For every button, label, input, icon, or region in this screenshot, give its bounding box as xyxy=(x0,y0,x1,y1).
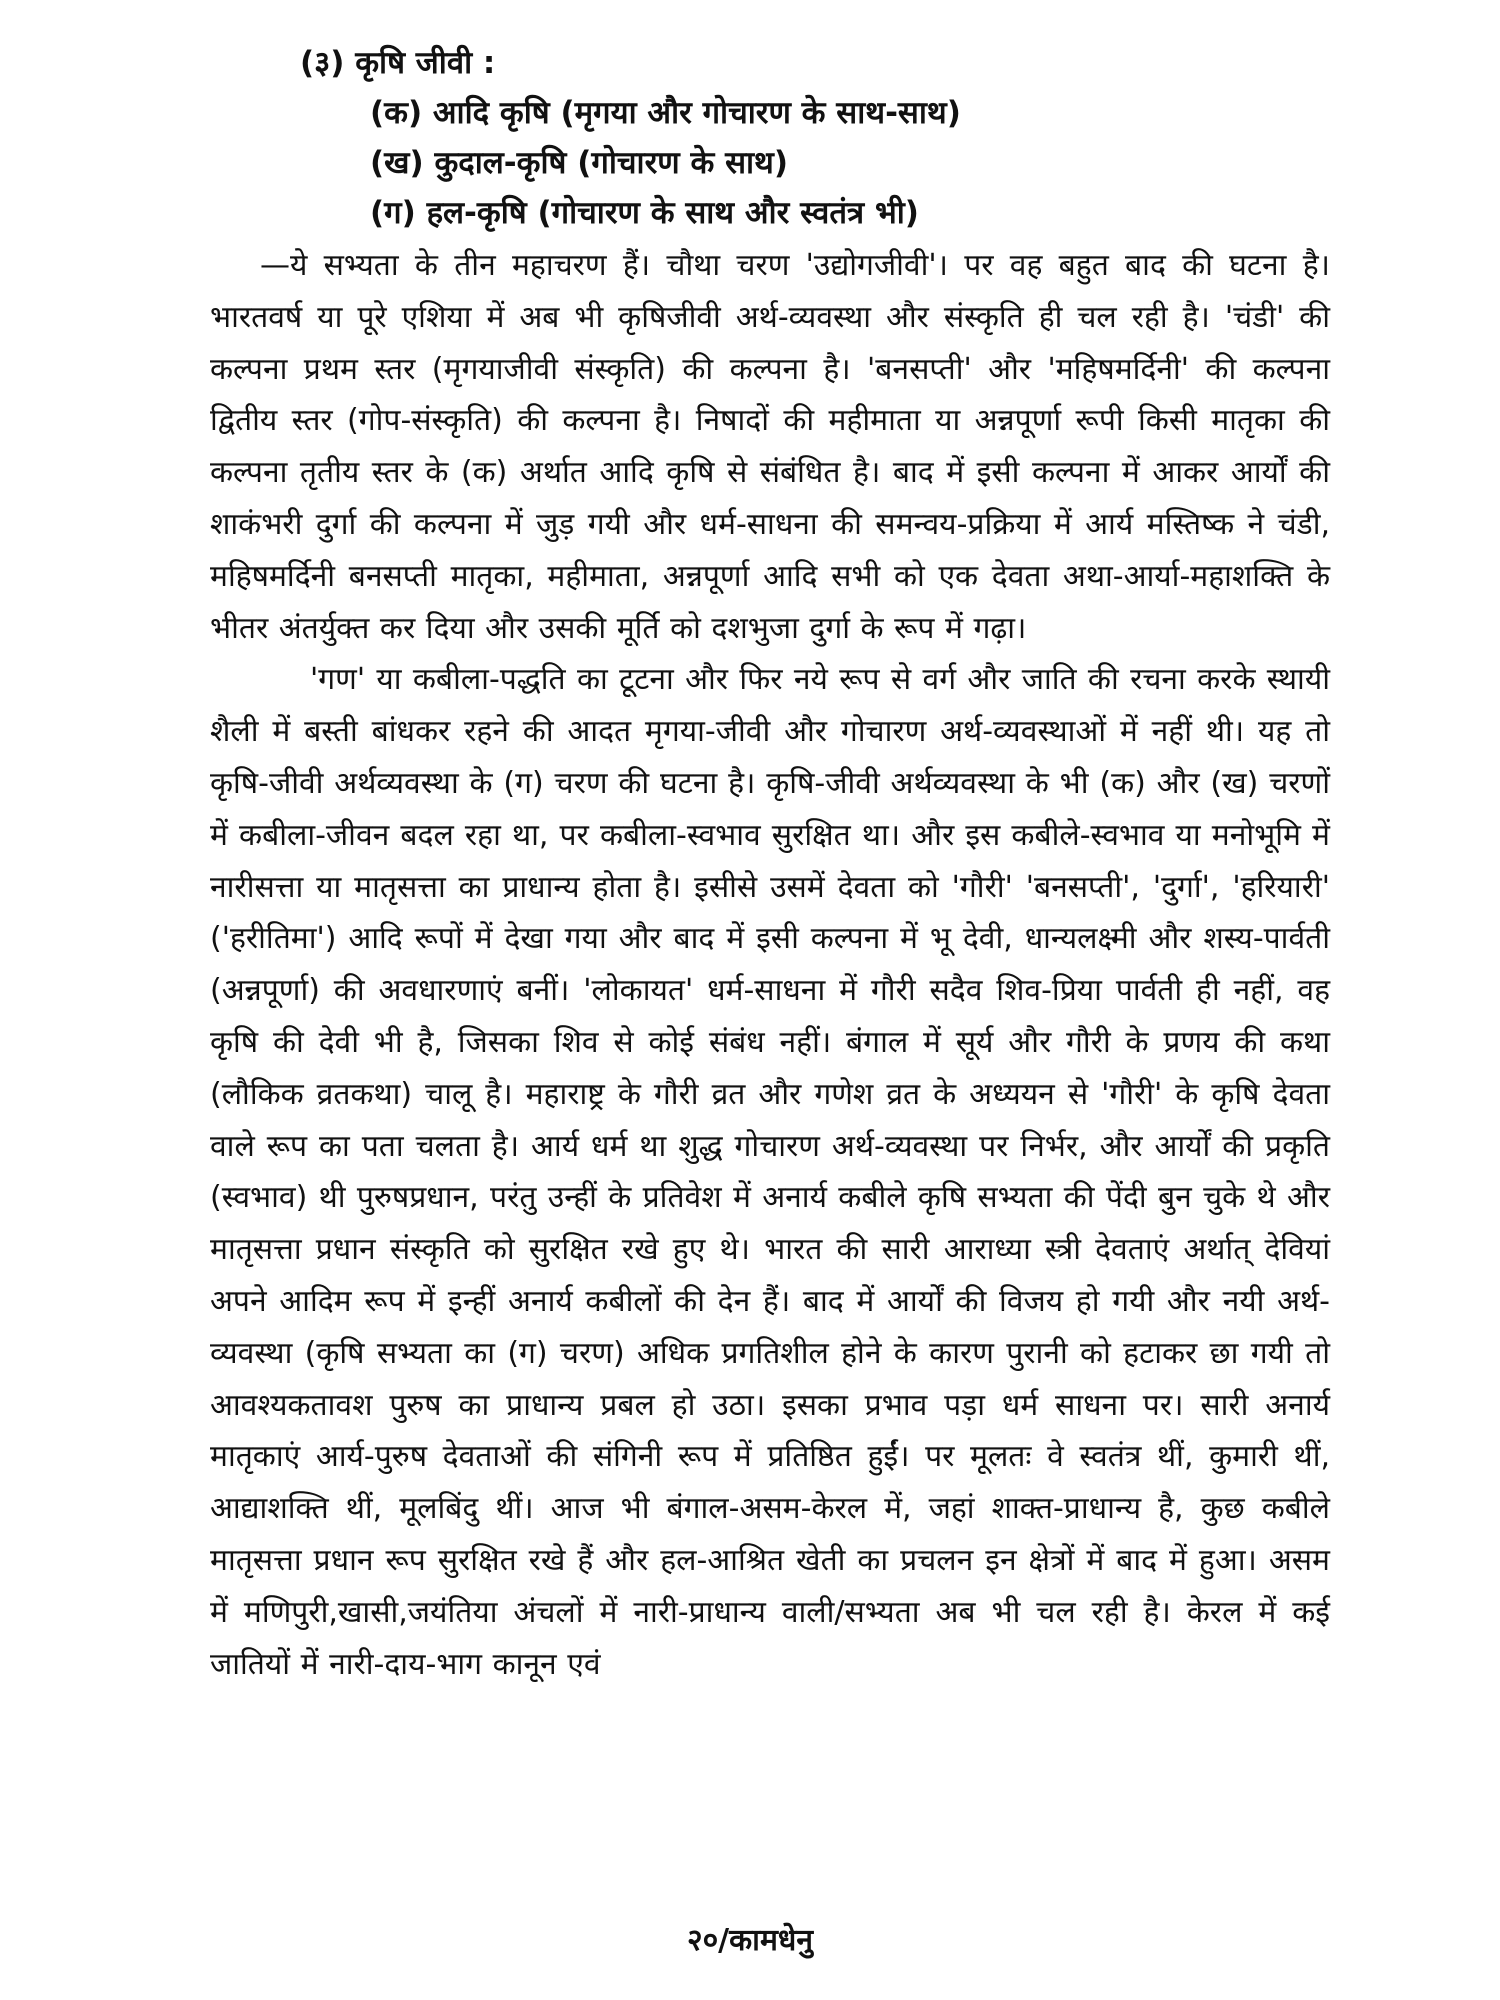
paragraph-1: —ये सभ्यता के तीन महाचरण हैं। चौथा चरण 'उद्योगजीवी'। पर वह बहुत बाद की घटना है। भारतवर्ष या पूरे एशिया में अब भी कृषिजीवी अर्थ-व्यवस्था और संस्कृति ही चल रही है। 'चंडी' की कल्पना प्रथम स्तर (मृगयाजीवी संस्कृति) की कल्पना है। 'बनसप्ती' और 'महिषमर्दिनी' की कल्पना द्वितीय स्तर (गोप-संस्कृति) की कल्पना है। निषादों की महीमाता या अन्नपूर्णा रूपी किसी मातृका की कल्पना तृतीय स्तर के (क) अर्थात आदि कृषि से संबंधित है। बाद में इसी कल्पना में आकर आर्यों की शाकंभरी दुर्गा की कल्पना में जुड़ गयी और धर्म-साधना की समन्वय-प्रक्रिया में आर्य मस्तिष्क ने चंडी, महिषमर्दिनी बनसप्ती मातृका, महीमाता, अन्नपूर्णा आदि सभी को एक देवता अथा-आर्या-महाशक्ति के भीतर अंतर्युक्त कर दिया और उसकी मूर्ति को दशभुजा दुर्गा के रूप में गढ़ा। xyxy=(210,248,1330,646)
list-item-ga: (ग) हल-कृषि (गोचारण के साथ और स्वतंत्र भी) xyxy=(370,195,919,231)
section-heading: (३) कृषि जीवी : xyxy=(300,45,496,81)
document-page xyxy=(210,38,1330,1690)
paragraph-2: 'गण' या कबीला-पद्धति का टूटना और फिर नये रूप से वर्ग और जाति की रचना करके स्थायी शैली में बस्ती बांधकर रहने की आदत मृगया-जीवी और गोचारण अर्थ-व्यवस्थाओं में नहीं थी। यह तो कृषि-जीवी अर्थव्यवस्था के (ग) चरण की घटना है। कृषि-जीवी अर्थव्यवस्था के भी (क) और (ख) चरणों में कबीला-जीवन बदल रहा था, पर कबीला-स्वभाव सुरक्षित था। और इस कबीले-स्वभाव या मनोभूमि में नारीसत्ता या मातृसत्ता का प्राधान्य होता है। इसीसे उसमें देवता को 'गौरी' 'बनसप्ती', 'दुर्गा', 'हरियारी' ('हरीतिमा') आदि रूपों में देखा गया और बाद में इसी कल्पना में भू देवी, धान्यलक्ष्मी और शस्य-पार्वती (अन्नपूर्णा) की अवधारणाएं बनीं। 'लोकायत' धर्म-साधना में गौरी सदैव शिव-प्रिया पार्वती ही नहीं, वह कृषि की देवी भी है, जिसका शिव से कोई संबंध नहीं। बंगाल में सूर्य और गौरी के प्रणय की कथा (लौकिक व्रतकथा) चालू है। महाराष्ट्र के गौरी व्रत और गणेश व्रत के अध्ययन से 'गौरी' के कृषि देवता वाले रूप का पता चलता है। आर्य धर्म था शुद्ध गोचारण अर्थ-व्यवस्था पर निर्भर, और आर्यों की प्रकृति (स्वभाव) थी पुरुषप्रधान, परंतु उन्हीं के प्रतिवेश में अनार्य कबीले कृषि सभ्यता की पेंदी बुन चुके थे और मातृसत्ता प्रधान संस्कृति को सुरक्षित रखे हुए थे। भारत की सारी आराध्या स्त्री देवताएं अर्थात् देवियां अपने आदिम रूप में इन्हीं अनार्य कबीलों की देन हैं। बाद में आर्यों की विजय हो गयी और नयी अर्थ-व्यवस्था (कृषि सभ्यता का (ग) चरण) अधिक प्रगतिशील होने के कारण पुरानी को हटाकर छा गयी तो आवश्यकतावश पुरुष का प्राधान्य प्रबल हो उठा। इसका प्रभाव पड़ा धर्म साधना पर। सारी अनार्य मातृकाएं आर्य-पुरुष देवताओं की संगिनी रूप में प्रतिष्ठित हुईं। पर मूलतः वे स्वतंत्र थीं, कुमारी थीं, आद्याशक्ति थीं, मूलबिंदु थीं। आज भी बंगाल-असम-केरल में, जहां शाक्त-प्राधान्य है, कुछ कबीले मातृसत्ता प्रधान रूप सुरक्षित रखे हैं और हल-आश्रित खेती का प्रचलन इन क्षेत्रों में बाद में हुआ। असम में मणिपुरी,खासी,जयंतिया अंचलों में नारी-प्राधान्य वाली/सभ्यता अब भी चल रही है। केरल में कई जातियों में नारी-दाय-भाग कानून एवं xyxy=(210,662,1330,1682)
list-item-kha: (ख) कुदाल-कृषि (गोचारण के साथ) xyxy=(370,145,789,181)
list-item-ka: (क) आदि कृषि (मृगया और गोचारण के साथ-साथ) xyxy=(370,95,961,131)
page-footer: २०/कामधेनु xyxy=(686,1923,813,1958)
